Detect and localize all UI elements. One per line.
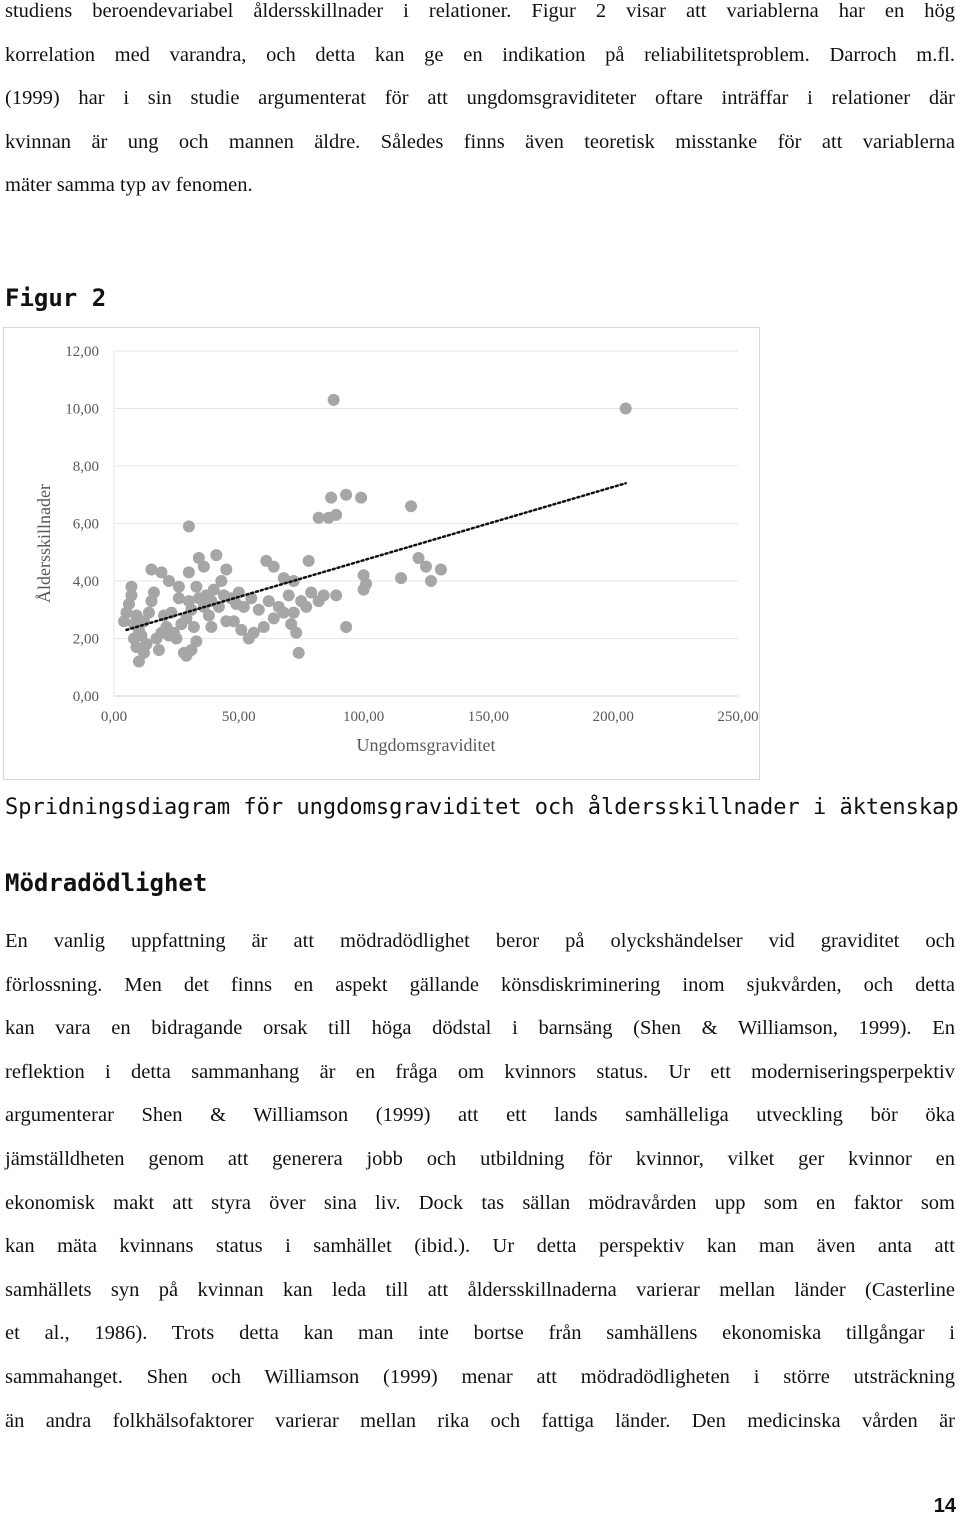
body-line: kan vara en bidragande orsak till höga dödstal i barnsäng (Shen & Williamson, 1999). En [5,1017,955,1040]
intro-paragraph [5,0,955,208]
data-point [420,561,432,573]
data-point [425,575,437,587]
data-point [168,627,180,639]
x-tick-label: 50,00 [221,709,256,725]
scatter-chart-svg [4,328,759,779]
x-tick-label: 0,00 [100,709,128,725]
data-point [148,587,160,599]
body-line: sammahanget. Shen och Williamson (1999) menar att mödradödligheten i större utsträckning [5,1365,955,1388]
data-point [405,500,417,512]
data-point [143,607,155,619]
data-point [330,589,342,601]
y-tick-label: 12,00 [65,344,99,360]
scatter-chart [3,327,760,780]
data-point [190,581,202,593]
data-point [620,403,632,415]
data-point [183,566,195,578]
body-paragraph [5,920,955,1443]
data-point [283,589,295,601]
body-line: kan mäta kvinnans status i samhället (ibid.). Ur detta perspektiv kan man även anta att [5,1235,955,1258]
body-line: förlossning. Men det finns en aspekt gällande könsdiskriminering inom sjukvården, och detta [5,973,955,996]
data-point [203,610,215,622]
data-point [198,561,210,573]
data-point [290,627,302,639]
data-point [318,589,330,601]
y-tick-label: 10,00 [65,401,99,418]
x-tick-label: 250,00 [717,709,759,725]
x-tick-label: 200,00 [592,709,634,725]
intro-line: (1999) har i sin studie argumenterat för att ungdomsgraviditeter oftare inträffar i relationer där [5,87,955,110]
data-point [395,572,407,584]
data-point [153,644,165,656]
data-point [293,647,305,659]
body-line: argumenterar Shen & Williamson (1999) att ett lands samhälleliga utveckling bör öka [5,1104,955,1127]
data-point [128,633,140,645]
data-point [340,621,352,633]
data-point [268,561,280,573]
y-axis-title: Åldersskillnader [34,484,54,603]
data-point [138,647,150,659]
data-point [300,601,312,613]
figure-caption: Spridningsdiagram för ungdomsgraviditet och åldersskillnader i äktenskap [5,795,959,820]
data-point [173,592,185,604]
data-point [340,489,352,501]
body-line: ekonomisk makt att styra över sina liv. Dock tas sällan mödravården upp som en faktor som [5,1191,955,1214]
data-point [190,635,202,647]
x-axis-title: Ungdomsgraviditet [356,735,496,755]
page-number: 14 [933,1495,956,1517]
intro-line: mäter samma typ av fenomen. [5,174,253,197]
data-point [330,509,342,521]
data-point [355,492,367,504]
data-point [125,581,137,593]
body-line: et al., 1986). Trots detta kan man inte bortse från samhällens ekonomiska tillgångar i [5,1322,955,1345]
intro-line: korrelation med varandra, och detta kan ge en indikation på reliabilitetsproblem. Darroch m.fl. [5,43,955,66]
x-tick-label: 150,00 [467,709,510,725]
intro-line: studiens beroendevariabel åldersskillnader i relationer. Figur 2 visar att variablerna har en hög [5,0,955,22]
y-tick-label: 6,00 [72,516,99,533]
data-point [253,604,265,616]
data-point [325,492,337,504]
x-tick-label: 100,00 [342,709,385,725]
data-point [173,581,185,593]
body-line: samhällets syn på kvinnan kan leda till att åldersskillnaderna varierar mellan länder (Casterline [5,1278,955,1301]
body-line: jämställdheten genom att generera jobb och utbildning för kvinnor, vilket ger kvinnor en [5,1147,955,1170]
data-point [215,575,227,587]
y-tick-label: 2,00 [72,631,99,648]
y-tick-label: 0,00 [72,689,99,705]
data-point [183,520,195,532]
data-point [303,555,315,567]
intro-line: kvinnan är ung och mannen äldre. Således finns även teoretisk misstanke för att variablerna [5,130,955,153]
data-point [258,621,270,633]
section-heading: Mödradödlighet [5,869,208,897]
data-point [220,564,232,576]
data-point [358,584,370,596]
data-point [188,621,200,633]
body-line: än andra folkhälsofaktorer varierar mellan rika och fattiga länder. Den medicinska vården är [5,1409,955,1432]
y-tick-label: 8,00 [72,459,99,475]
data-point [435,564,447,576]
data-point [210,549,222,561]
body-line: En vanlig uppfattning är att mödradödlighet beror på olyckshändelser vid graviditet och [5,930,955,952]
figure-label: Figur 2 [5,284,107,312]
data-point [288,607,300,619]
data-point [328,394,340,406]
body-line: reflektion i detta sammanhang är en fråga om kvinnors status. Ur ett moderniseringsperpektiv [5,1060,955,1083]
y-tick-label: 4,00 [72,574,99,590]
data-point [205,621,217,633]
